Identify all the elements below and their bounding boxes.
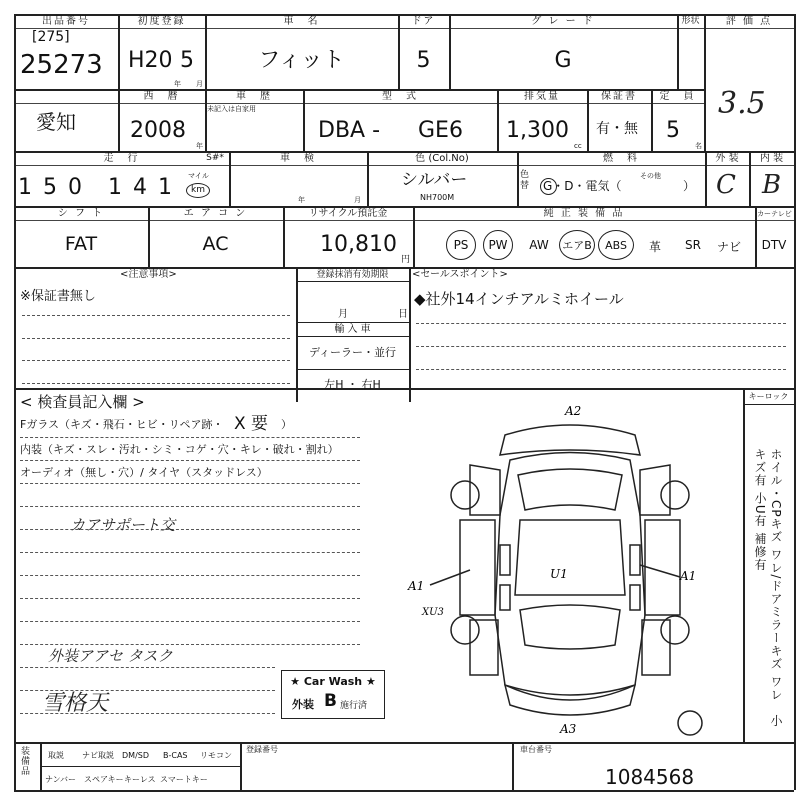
dealer-option: ディーラー・並行 xyxy=(308,346,397,359)
footer-item: リモコン xyxy=(200,751,232,760)
carwash-title: ★ Car Wash ★ xyxy=(290,675,376,688)
reg-label: 初度登録 xyxy=(137,16,186,27)
doors-label: ドア xyxy=(411,16,436,27)
inspector-line1-x: X 要 xyxy=(234,414,269,434)
car-tv-label: カーテレビ xyxy=(757,210,792,218)
grade-value: G xyxy=(554,48,572,73)
inspector-line2: 内装（キズ・スレ・汚れ・シミ・コゲ・穴・キレ・破れ・割れ） xyxy=(20,443,339,456)
eval-score: 3.5 xyxy=(718,86,766,121)
year-nen: 年 xyxy=(196,142,203,150)
exterior-label: 外 装 xyxy=(715,153,739,164)
footer-item: ナンバー xyxy=(45,775,77,784)
year-value: 2008 xyxy=(130,118,186,143)
car-name: フィット xyxy=(258,48,345,73)
exterior-value: C xyxy=(716,170,736,200)
inspector-line1-close: ） xyxy=(281,418,292,431)
yen-label: 円 xyxy=(401,255,411,265)
mileage-label: 走 行 xyxy=(103,153,140,164)
equip-sr: SR xyxy=(685,238,701,252)
damage-mark: A1 xyxy=(680,569,697,583)
handwritten-note-1: カアサポート交 xyxy=(70,516,176,534)
lot-number: 25273 xyxy=(20,50,103,80)
footer-item: DM/SD xyxy=(122,751,149,760)
year-label: 西 暦 xyxy=(143,91,180,102)
equip-abs: ABS xyxy=(598,230,634,260)
name-label: 車 名 xyxy=(283,16,320,27)
footer-item: B-CAS xyxy=(163,751,188,760)
reg-era: H20 xyxy=(128,48,173,73)
mileage-digit: 0 xyxy=(68,175,82,200)
keylock-label: キーロック xyxy=(748,392,789,401)
inspector-line1: Fガラス（キズ・飛石・ヒビ・リペア跡・ xyxy=(20,418,224,431)
doors-value: 5 xyxy=(416,48,431,73)
recycle-value: 10,810 xyxy=(320,232,397,257)
damage-mark: A2 xyxy=(565,404,582,418)
model-prefix: DBA - xyxy=(318,118,381,143)
mileage-digit: 1 xyxy=(18,175,32,200)
mileage-digit: 1 xyxy=(108,175,122,200)
region: 愛知 xyxy=(36,110,76,134)
damage-mark: A1 xyxy=(408,579,425,593)
chassis-label: 車台番号 xyxy=(520,745,552,754)
equip-pw: PW xyxy=(483,230,513,260)
sales-text: ◆社外14インチアルミホイール xyxy=(414,290,624,308)
footer-item: キーレス xyxy=(124,775,156,784)
equip-navi: ナビ xyxy=(716,240,741,254)
legend-vertical: ホイル・CPキズ ワレ/ドアミラーキズ ワレ 小キズ有 小U有 補修有 xyxy=(753,448,783,728)
cc-label: 排気量 xyxy=(524,91,560,102)
ac-value: AC xyxy=(202,233,229,255)
carwash-grade: B xyxy=(324,691,337,711)
fuel-label: 燃 料 xyxy=(603,153,639,164)
mileage-digit: 4 xyxy=(133,175,147,200)
color-value: シルバー xyxy=(401,170,468,190)
footer-side-label: 装備品 xyxy=(19,746,29,776)
history-label: 車 歴 xyxy=(236,91,272,102)
capacity-value: 5 xyxy=(666,118,680,143)
shift-label: シ フ ト xyxy=(57,208,105,219)
footer-item: スペアキー xyxy=(84,775,124,784)
caution-text: ※保証書無し xyxy=(20,289,96,304)
carwash-stamp xyxy=(281,670,385,719)
handle-option: 左H ・ 右H xyxy=(324,378,381,391)
s-mark-label: S#* xyxy=(206,153,224,163)
equip-dtv: DTV xyxy=(761,238,787,252)
equip-aw: AW xyxy=(529,238,549,252)
fuel-close: ） xyxy=(683,179,696,193)
recycle-label: リサイクル預託金 xyxy=(308,208,388,219)
history-note: 未記入は自家用 xyxy=(207,105,256,113)
import-label: 輸 入 車 xyxy=(334,324,371,335)
mileage-digit: 5 xyxy=(43,175,57,200)
footer-item: ナビ取説 xyxy=(82,751,114,760)
ins-month: 月 xyxy=(354,196,361,204)
damage-mark: XU3 xyxy=(422,607,444,618)
model-code: GE6 xyxy=(418,118,463,143)
ac-label: エ ア コ ン xyxy=(183,208,248,219)
caution-label: <注意事項> xyxy=(120,269,177,280)
model-label: 型 式 xyxy=(382,91,418,102)
damage-mark: A3 xyxy=(560,722,577,736)
cc-value: 1,300 xyxy=(506,118,569,143)
equipment-label: 純 正 装 備 品 xyxy=(543,208,625,219)
carwash-done: 施行済 xyxy=(340,701,368,711)
car-damage-diagram xyxy=(400,395,740,740)
inspection-label: 車 検 xyxy=(280,153,316,164)
fuel-value: G・D・電気（ xyxy=(543,179,622,193)
capacity-label: 定 員 xyxy=(659,91,696,102)
reg-month: 5 xyxy=(180,48,194,73)
footer-item: 取説 xyxy=(48,751,64,760)
inspector-title: < 検査員記入欄 > xyxy=(20,393,145,411)
reg-expiry-month: 月 xyxy=(338,309,348,320)
reg-expiry-day: 日 xyxy=(398,309,408,320)
capacity-unit: 名 xyxy=(695,142,702,150)
lot-label: 出品番号 xyxy=(42,16,90,27)
mileage-digit: 1 xyxy=(158,175,172,200)
cc-unit: cc xyxy=(574,142,582,150)
shift-value: FAT xyxy=(64,233,98,255)
mile-unit: マイル xyxy=(188,172,209,180)
color-change: 色替 xyxy=(520,170,530,191)
warranty-value: 有・無 xyxy=(596,121,638,137)
reg-expiry-label: 登録抹消有効期限 xyxy=(316,270,389,280)
tsuki-label: 月 xyxy=(196,80,203,88)
km-unit: km xyxy=(186,183,210,198)
carwash-exterior: 外装 xyxy=(292,698,314,711)
nen-label: 年 xyxy=(174,80,181,88)
sales-label: <セールスポイント> xyxy=(412,269,508,280)
footer-item: スマートキー xyxy=(160,775,208,784)
reg-no-label: 登録番号 xyxy=(246,745,278,754)
equip-airbag: エアB xyxy=(559,230,595,260)
ins-year: 年 xyxy=(298,196,305,204)
handwritten-note-2: 外装アアセ タスク xyxy=(48,647,173,665)
inspector-line3: オーディオ（無し・穴）/ タイヤ（スタッドレス） xyxy=(20,466,268,479)
warranty-label: 保証書 xyxy=(601,91,637,102)
shape-label: 形状 xyxy=(681,16,700,26)
lot-sub: [275] xyxy=(32,29,70,45)
eval-label: 評 価 点 xyxy=(725,16,773,27)
chassis-number: 1084568 xyxy=(605,765,695,789)
equip-ps: PS xyxy=(446,230,476,260)
color-code: NH700M xyxy=(420,193,455,202)
grade-label: グ レ ー ド xyxy=(531,16,595,27)
fuel-other: その他 xyxy=(640,172,661,180)
handwritten-note-3: 雪格天 xyxy=(42,691,109,716)
equip-leather: 革 xyxy=(648,240,661,254)
color-label: 色 (Col.No) xyxy=(415,153,469,164)
damage-mark: U1 xyxy=(550,567,568,581)
interior-label: 内 装 xyxy=(759,153,784,164)
interior-value: B xyxy=(762,170,782,200)
